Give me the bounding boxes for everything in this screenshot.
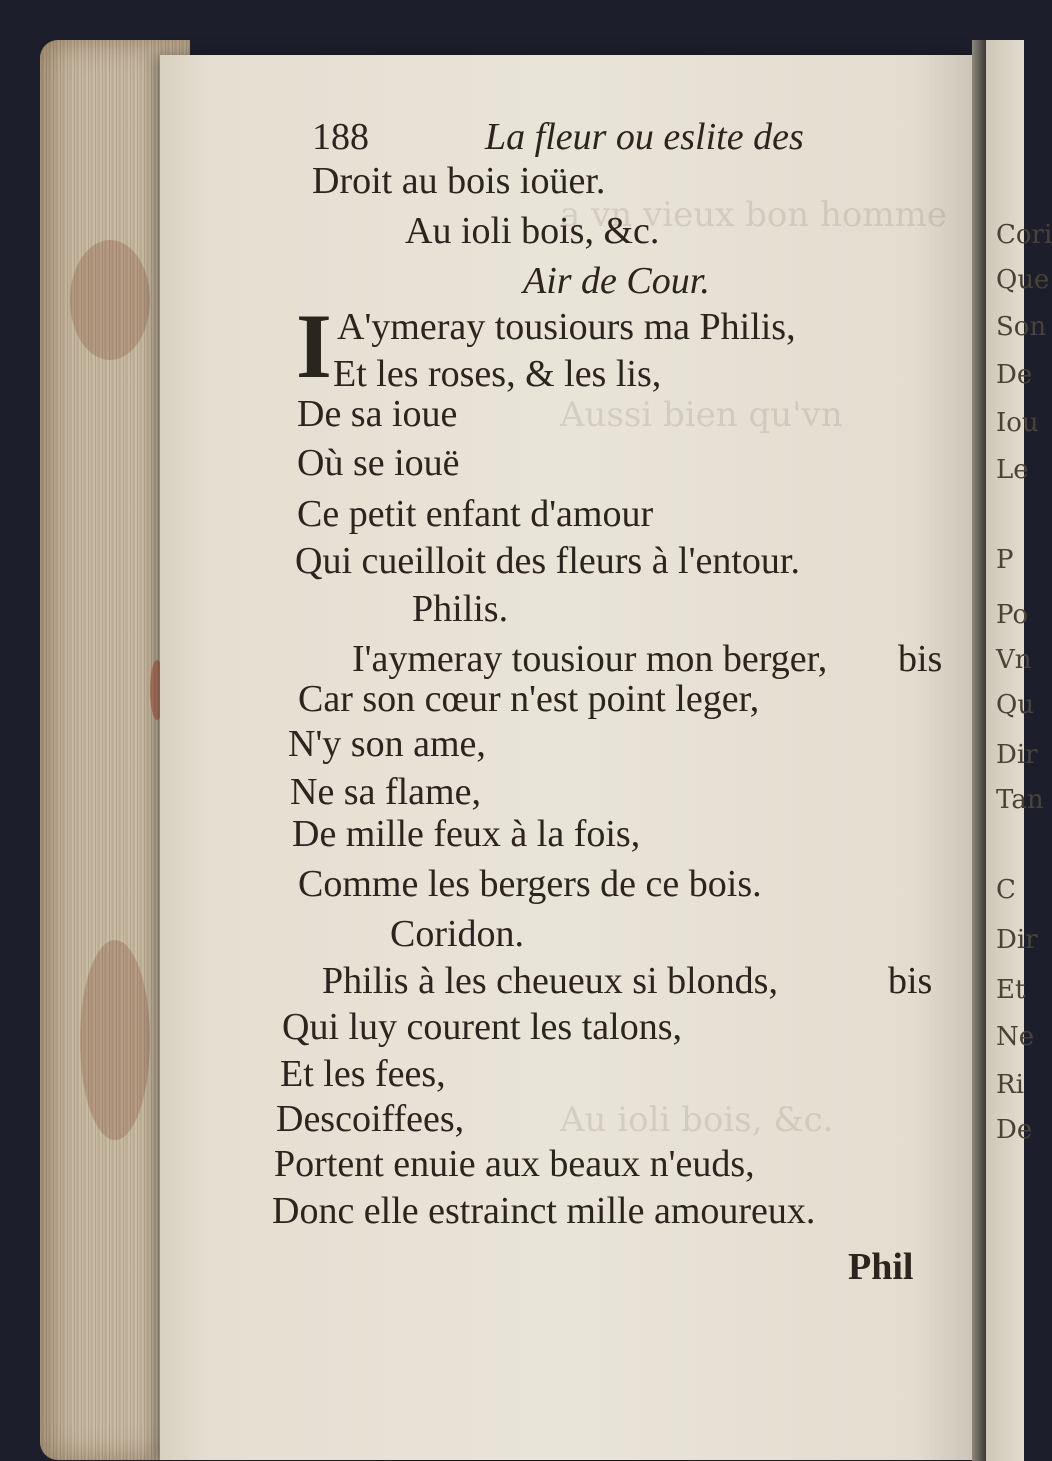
verse-line: A'ymeray tousiours ma Philis,: [337, 306, 796, 348]
book-gutter: [972, 40, 986, 1461]
show-through-text: Aussi bien qu'vn: [560, 395, 843, 435]
verse-line: Et les roses, & les lis,: [333, 353, 662, 395]
verse-line: Comme les bergers de ce bois.: [298, 863, 762, 905]
verse-line: Ce petit enfant d'amour: [297, 493, 654, 535]
text-line: Droit au bois ioüer.: [312, 160, 606, 202]
verse-line: Portent enuie aux beaux n'euds,: [274, 1143, 755, 1185]
facing-fragment: Tan: [996, 785, 1044, 815]
speaker-label: Philis.: [412, 588, 509, 630]
verse-line: Car son cœur n'est point leger,: [298, 678, 760, 720]
running-title: La fleur ou eslite des: [485, 116, 804, 158]
facing-fragment: Que: [996, 265, 1050, 295]
catchword: Phil: [848, 1246, 914, 1288]
repeat-mark: bis: [888, 960, 933, 1002]
verse-line: De sa ioue: [297, 393, 458, 435]
verse-line: Philis à les cheueux si blonds,: [322, 960, 778, 1002]
verse-line: De mille feux à la fois,: [292, 813, 641, 855]
facing-fragment: De: [996, 360, 1033, 390]
facing-fragment: Son: [996, 312, 1047, 342]
facing-fragment: Dir: [996, 740, 1038, 770]
verse-line: N'y son ame,: [288, 723, 486, 765]
facing-fragment: Dir: [996, 925, 1038, 955]
facing-fragment: Et: [996, 975, 1026, 1005]
edge-stain: [80, 940, 150, 1140]
show-through-text: a vn vieux bon homme: [560, 195, 947, 235]
verse-line: I'aymeray tousiour mon berger,: [352, 638, 828, 680]
edge-stain: [70, 240, 150, 360]
show-through-text: Au ioli bois, &c.: [560, 1100, 834, 1140]
verse-line: Donc elle estrainct mille amoureux.: [272, 1190, 816, 1232]
verse-line: Qui luy courent les talons,: [282, 1006, 682, 1048]
song-title: Air de Cour.: [523, 260, 710, 302]
facing-fragment: Cori: [996, 220, 1052, 250]
facing-fragment: Iou: [996, 408, 1039, 438]
drop-cap: I: [296, 295, 332, 397]
speaker-label: Coridon.: [390, 913, 525, 955]
verse-line: Descoiffees,: [276, 1098, 465, 1140]
facing-fragment: Ne: [996, 1022, 1035, 1052]
facing-fragment: Vn: [996, 645, 1032, 675]
repeat-mark: bis: [898, 638, 943, 680]
facing-page-edge: [986, 40, 1052, 1461]
facing-fragment: P: [996, 545, 1014, 575]
verse-line: Ne sa flame,: [290, 771, 481, 813]
facing-fragment: Qu: [996, 690, 1035, 720]
verse-line: Qui cueilloit des fleurs à l'entour.: [295, 540, 800, 582]
page-number: 188: [312, 116, 369, 158]
facing-fragment: Le: [996, 455, 1029, 485]
verse-line: Et les fees,: [280, 1053, 446, 1095]
facing-fragment: Ri: [996, 1070, 1024, 1100]
facing-fragment: C: [996, 875, 1016, 905]
verse-line: Où se iouë: [297, 442, 460, 484]
text-line: Au ioli bois, &c.: [405, 210, 660, 252]
facing-fragment: Po: [996, 600, 1029, 630]
facing-fragment: De: [996, 1115, 1033, 1145]
